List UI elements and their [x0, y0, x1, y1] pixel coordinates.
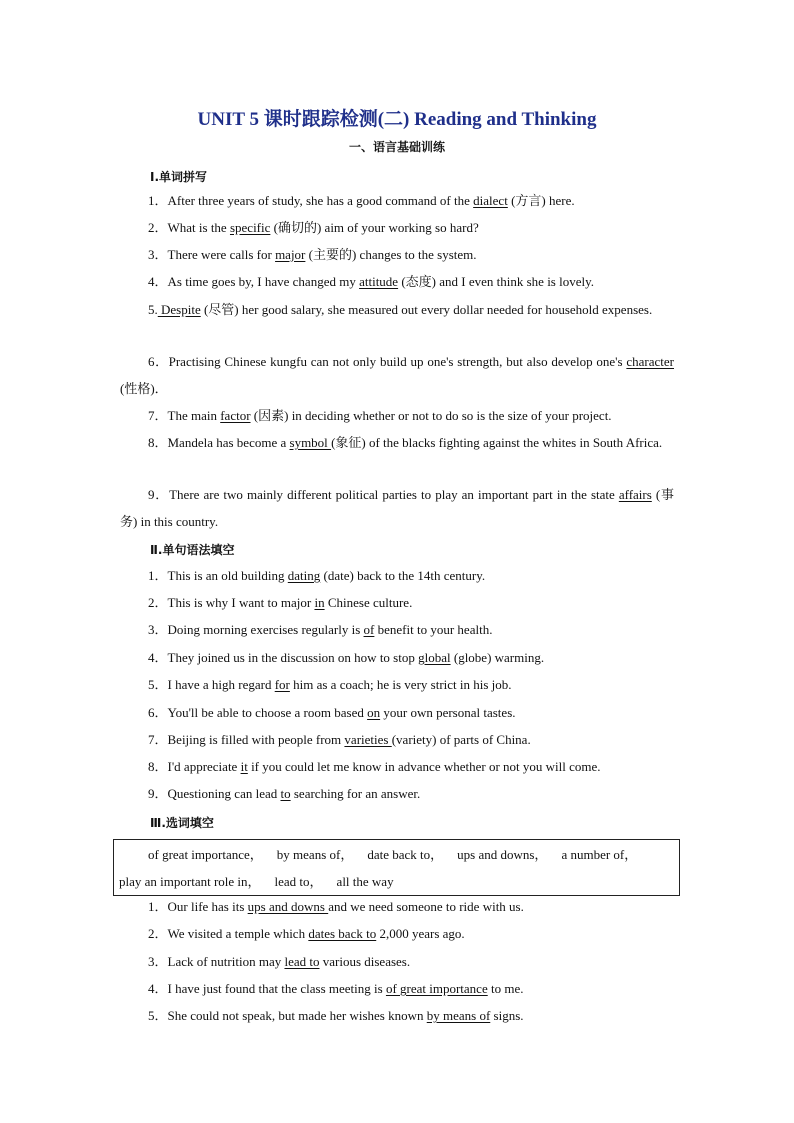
exercise-line: 5．I have a high regard for him as a coach; he is very strict in his job.	[148, 677, 512, 692]
answer: symbol	[289, 435, 332, 450]
section-2-heading: Ⅱ.单句语法填空	[150, 543, 235, 557]
answer: of	[363, 622, 375, 637]
exercise-line: 1．After three years of study, she has a good command of the dialect (方言) here.	[148, 193, 575, 208]
exercise-line: 2．We visited a temple which dates back to 2,000 years ago.	[148, 926, 465, 941]
answer: for	[274, 677, 290, 692]
answer: dialect	[473, 193, 508, 208]
answer: ups and downs	[247, 899, 329, 914]
word-bank-item: a number of，	[561, 847, 638, 862]
exercise-line: 3．Lack of nutrition may lead to various diseases.	[148, 954, 411, 969]
answer: it	[240, 759, 248, 774]
answer: dates back to	[308, 926, 377, 941]
answer: specific	[229, 220, 271, 235]
section-1-heading: Ⅰ.单词拼写	[150, 170, 208, 184]
answer: of great importance	[385, 981, 488, 996]
word-bank-box	[113, 839, 680, 896]
exercise-line: 4．As time goes by, I have changed my attitude (态度) and I even think she is lovely.	[148, 274, 595, 289]
answer: dating	[287, 568, 321, 583]
answer: on	[367, 705, 381, 720]
answer: varieties	[344, 732, 392, 747]
exercise-paragraph: 5. Despite (尽管) her good salary, she measured out every dollar needed for household expenses.	[148, 302, 653, 317]
exercise-line: 1．Our life has its ups and downs and we need someone to ride with us.	[148, 899, 524, 914]
word-bank-item: of great importance，	[148, 847, 263, 862]
word-bank-line-2	[119, 871, 394, 890]
answer: in	[314, 595, 325, 610]
exercise-line: 7．The main factor (因素) in deciding whether or not to do so is the size of your project.	[148, 408, 612, 423]
answer: by means of	[426, 1008, 491, 1023]
answer: major	[275, 247, 306, 262]
word-bank-item: lead to，	[274, 874, 323, 889]
exercise-line: 9．Questioning can lead to searching for an answer.	[148, 786, 421, 801]
answer: factor	[220, 408, 251, 423]
section-3-heading: Ⅲ.选词填空	[150, 816, 214, 830]
word-bank-item: by means of，	[276, 847, 354, 862]
answer: lead to	[284, 954, 320, 969]
exercise-line: 4．I have just found that the class meeting is of great importance to me.	[148, 981, 524, 996]
word-bank-item: ups and downs，	[457, 847, 548, 862]
page-subtitle: 一、语言基础训练	[348, 140, 445, 154]
exercise-line: 3．There were calls for major (主要的) changes to the system.	[148, 247, 477, 262]
word-bank-item: all the way	[336, 874, 394, 889]
exercise-line: 1．This is an old building dating (date) back to the 14th century.	[148, 568, 486, 583]
exercise-line: 2．This is why I want to major in Chinese culture.	[148, 595, 413, 610]
exercise-paragraph: 9．There are two mainly different political parties to play an important part in the state affairs (事务) in this country.	[120, 487, 674, 529]
answer: affairs	[618, 487, 652, 502]
answer: Despite	[157, 302, 201, 317]
exercise-paragraph: 6．Practising Chinese kungfu can not only build up one's strength, but also develop one's character (性格)．	[120, 354, 674, 396]
word-bank-item: date back to，	[367, 847, 444, 862]
exercise-line: 4．They joined us in the discussion on how to stop global (globe) warming.	[148, 650, 545, 665]
exercise-line: 3．Doing morning exercises regularly is of benefit to your health.	[148, 622, 493, 637]
exercise-line: 2．What is the specific (确切的) aim of your working so hard?	[148, 220, 479, 235]
page-title: UNIT 5 课时跟踪检测(二) Reading and Thinking	[197, 109, 597, 130]
exercise-paragraph: 8．Mandela has become a symbol (象征) of the blacks fighting against the whites in South Africa.	[148, 435, 663, 450]
answer: to	[280, 786, 291, 801]
word-bank-line-1	[148, 844, 637, 863]
exercise-line: 7．Beijing is filled with people from varieties (variety) of parts of China.	[148, 732, 531, 747]
answer: attitude	[359, 274, 399, 289]
word-bank-item: play an important role in，	[119, 874, 261, 889]
answer: global	[418, 650, 451, 665]
exercise-line: 8．I'd appreciate it if you could let me know in advance whether or not you will come.	[148, 759, 601, 774]
exercise-line: 6．You'll be able to choose a room based on your own personal tastes.	[148, 705, 516, 720]
answer: character	[626, 354, 674, 369]
exercise-line: 5．She could not speak, but made her wishes known by means of signs.	[148, 1008, 524, 1023]
